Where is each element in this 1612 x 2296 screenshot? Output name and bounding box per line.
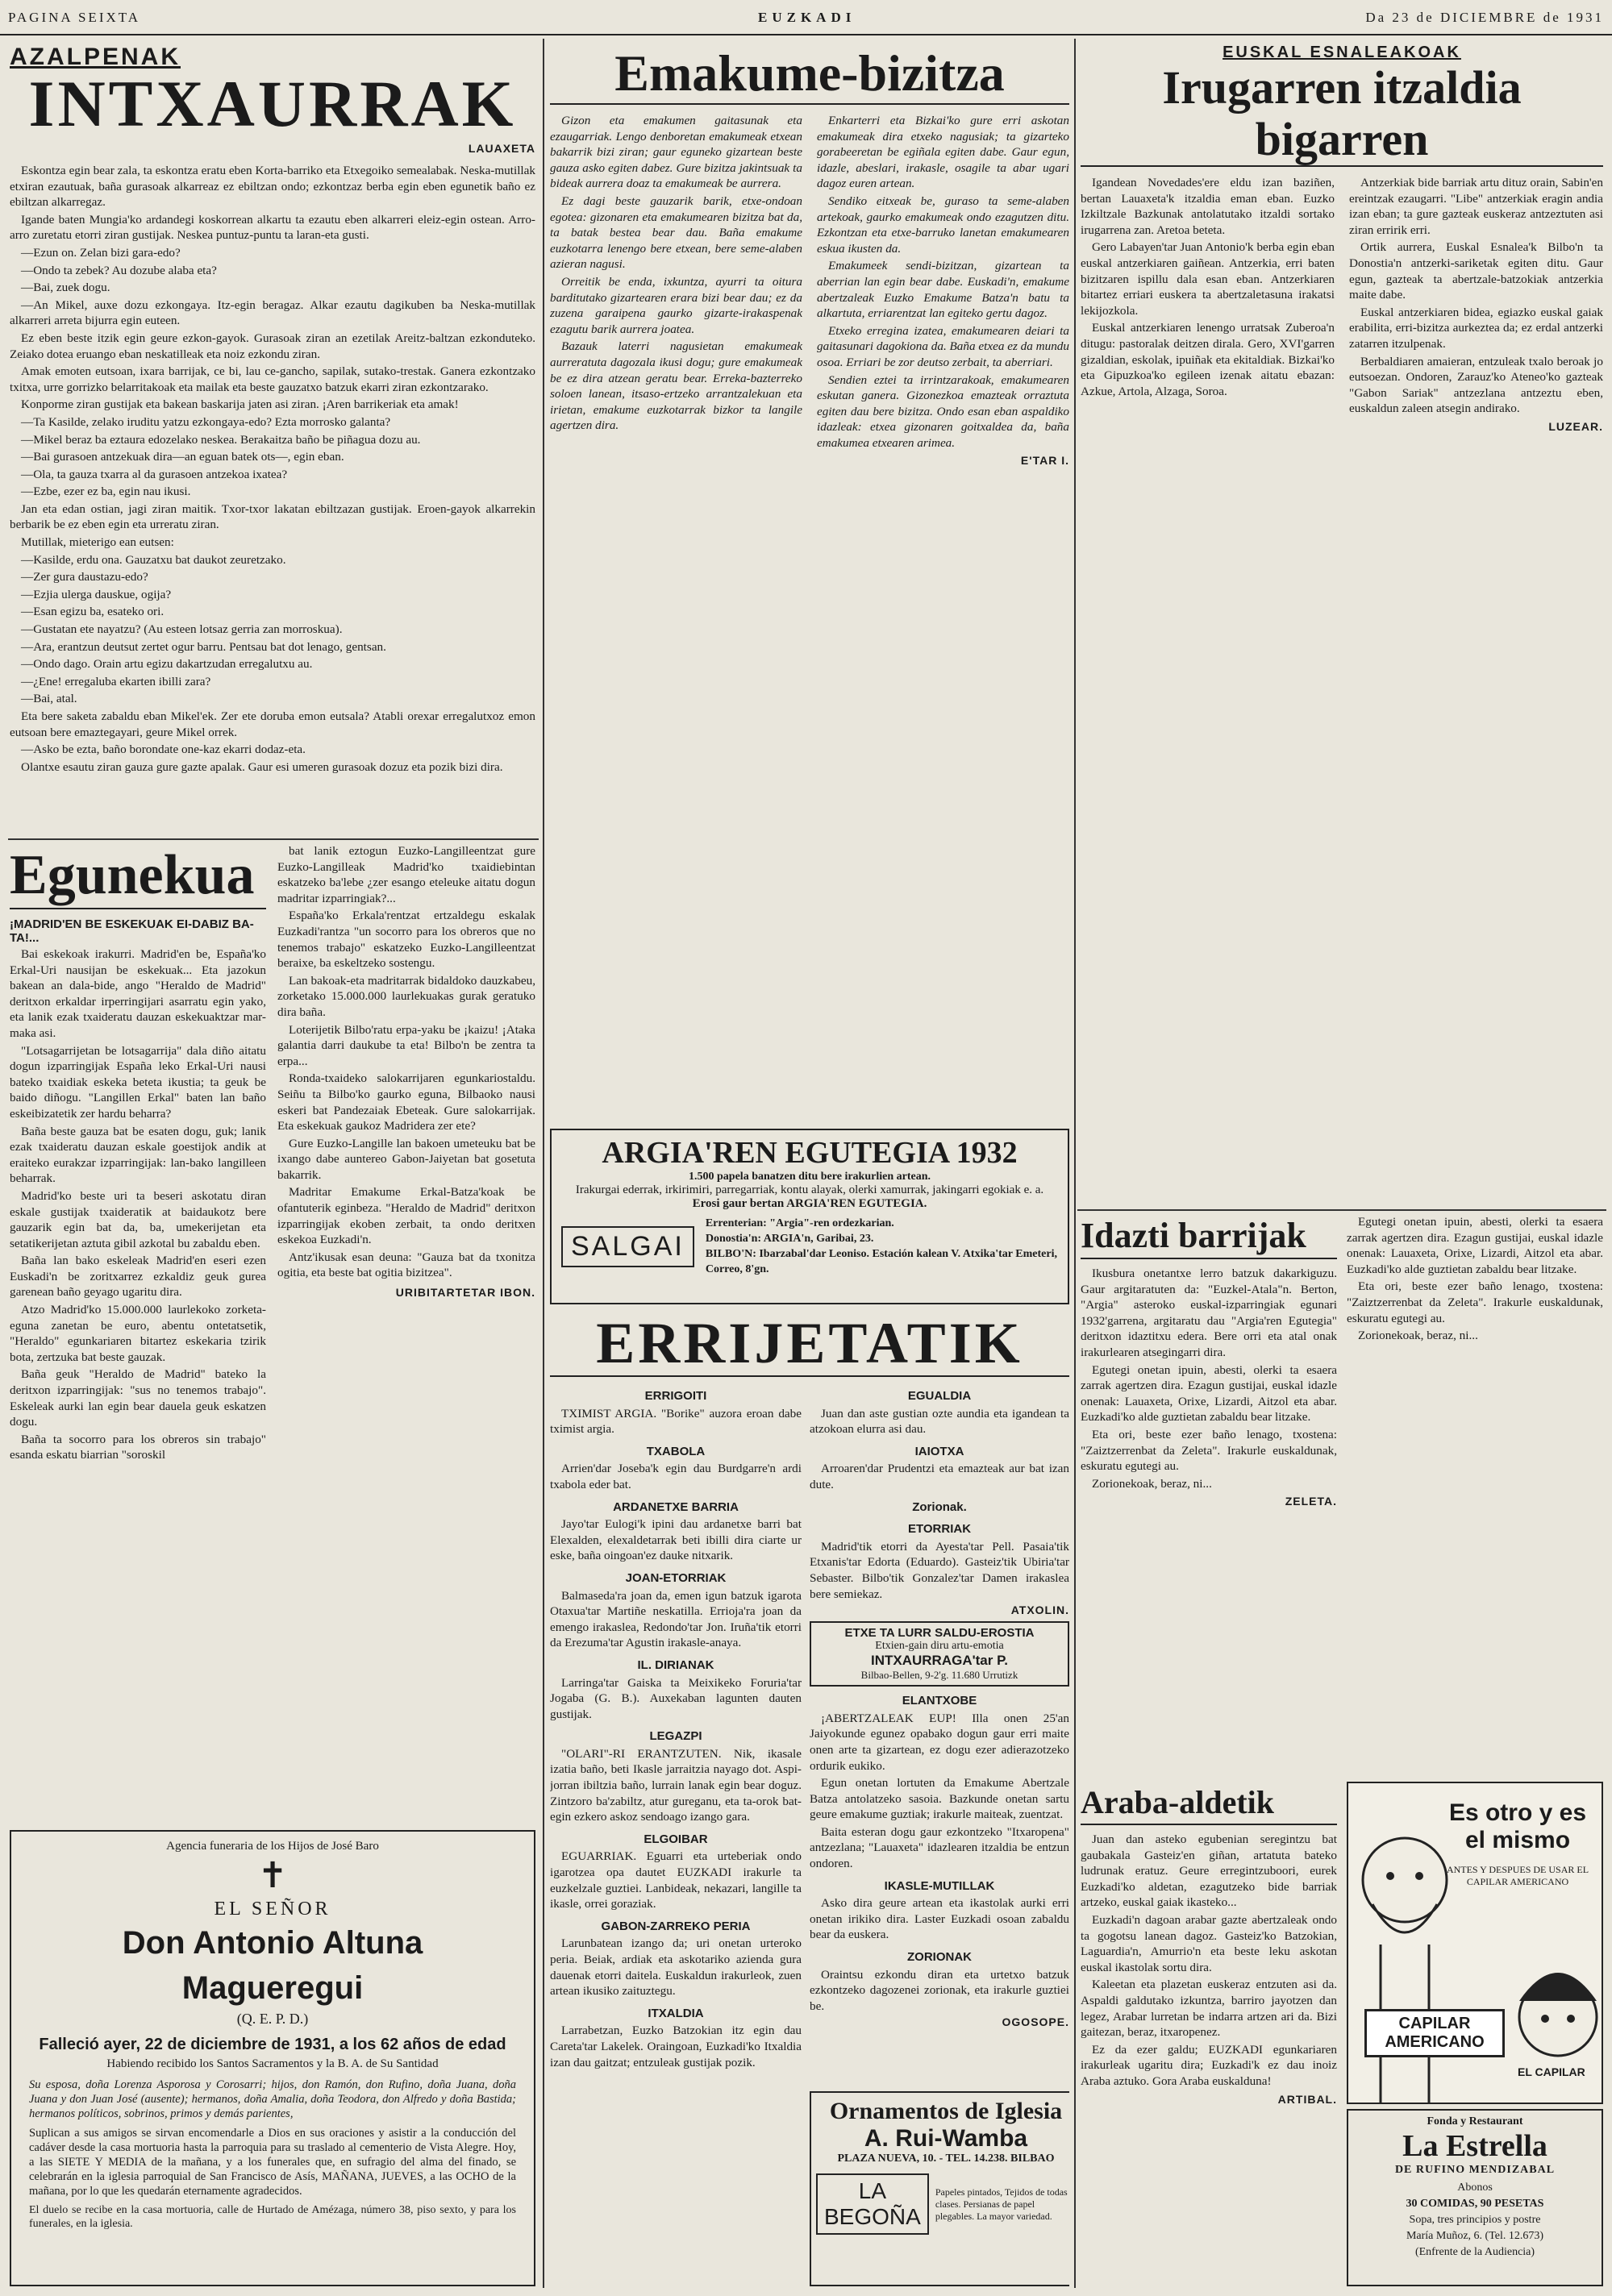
itzaldia-signature: LUZEAR.	[1548, 419, 1603, 433]
errijetatik-right-bottom	[810, 1693, 1069, 2014]
news-item-text: Egun onetan lortuten da Emakume Abertzale Batza antolatzeko sasoia. Bazkunde onetan sartu geure emakume guztiak; irakurle maiteak, zuentzat.	[810, 1776, 1069, 1822]
page-header	[0, 0, 1612, 35]
estrella-line: María Muñoz, 6. (Tel. 12.673)	[1406, 2230, 1544, 2242]
paragraph: Baña lan bako eskeleak Madrid'en eseri ezen Euskadi'n be zoritxarrez ezkaldiz geuk gurea garenean baño geyago ugaritu dira.	[10, 1254, 266, 1300]
estrella-label: Fonda y Restaurant	[1427, 2115, 1523, 2128]
emakume-signature: E'TAR I.	[1020, 454, 1069, 468]
paragraph: Madrid'ko beste uri ta beseri askotatu diran eskale gustijak txaideratik at baidaukotz bere gauzarik egin bat da, ba, umekerijetan eta setatikerijetan aztuta gibil azkotal bu zabaldu eben.	[10, 1188, 266, 1250]
article-intxaurrak	[10, 44, 535, 850]
paragraph: —Gustatan ete nayatzu? (Au esteen lotsaz gerria zan morroskua).	[21, 622, 343, 637]
news-item-head: ZORIONAK	[907, 1950, 972, 1965]
paragraph: Juan dan asteko egubenian seregintzu bat gaubakala Gasteiz'en giñan, artatuta bateko ludrunak eratuz. Geure erregintzuboori, eurek Euzkadi'ko aldetan, ezagutzeko bide barriak artzeko, euskal gaiak ikasteko...	[1081, 1832, 1337, 1910]
errijetatik-left	[550, 1382, 802, 2286]
news-item-head: LEGAZPI	[649, 1729, 702, 1744]
paragraph: —Ezun on. Zelan bizi gara-edo?	[21, 245, 181, 260]
news-item-head: ELANTXOBE	[902, 1694, 977, 1708]
ornamentos-title: Ornamentos de Iglesia	[829, 2098, 1063, 2124]
obituary-family: Su esposa, doña Lorenza Asporosa y Corosarri; hijos, don Ramón, don Rufino, doña Juana, doña Juana y don Juan José (ausente); hermanos, doña Amalia, doña Teodora, don Alfredo y doña Bastida; hermanos políticos, sobrinos, primos y demás parientes,	[29, 2078, 516, 2120]
argia-calendar-ad	[550, 1129, 1069, 1304]
obituary-agency: Agencia funeraria de los Hijos de José Baro	[166, 1840, 379, 1853]
paragraph: Ikusbura onetantxe lerro batzuk dakarkiguzu. Gaur argitaratuten da: "Euzkel-Atala"n. Berton, "Argia" asteroko euskal-izparringiak egunari 1932'garrena, argitaratu dau "Argia'ren Egutegia" deritxon idaztitxu edera. Bere orri eta atal onak irakurlearen atsegingarri dira.	[1081, 1267, 1337, 1359]
paragraph: Loterijetik Bilbo'ratu erpa-yaku be ¡kaizu! ¡Ataka galantia darri daukube ta eta! Bilbo'n be zentra ta erpa...	[277, 1022, 535, 1068]
idazti-title: Idazti barrijak	[1081, 1214, 1337, 1259]
paragraph: Eta ori, beste ezer baño lenago, txostena: "Zaiztzerrenbat da Zeleta". Irakurle euskaldunak, eskuratu egutegi au.	[1081, 1427, 1337, 1474]
news-item-text: Baita esteran dogu gaur ezkontzeko "Itxaropena" antzezlana; "Lauaxeta" idazlearen itzaldia be entzun ondoren.	[810, 1824, 1069, 1871]
araba-body	[1081, 1832, 1337, 2090]
news-item-text: Asko dira geure artean eta ikastolak aurki erri onetan irikiko dira. Laster Euzkadi osoan zabaldu bear da euskera.	[810, 1896, 1069, 1942]
paragraph: —Ezbe, ezer ez ba, egin nau ikusi.	[21, 485, 191, 499]
paragraph: —Ondo ta zebek? Au dozube alaba eta?	[21, 263, 217, 277]
araba-title: Araba-aldetik	[1081, 1782, 1337, 1825]
obituary-rip: (Q. E. P. D.)	[236, 2011, 309, 2027]
paragraph: España'ko Erkala'rentzat ertzaldegu eskalak Euzkadi'rantza "un socorro para los obreros que no tenemos trabajo" eskatzeko Euzko-Langilleentzat beraixe, ba eskeltzeko sostengu.	[277, 909, 535, 971]
paragraph: Bai eskekoak irakurri. Madrid'en be, España'ko Erkal-Uri nausijan be eskekuak... Eta jazokun bakean an dala-bide, ango "Heraldo de Madrid" deritxon erkaldar irperringijari asarratu egin yako, eta lanik ezak txaideratu dauzan eskekuaktzar mar-maka asi.	[10, 947, 266, 1040]
paragraph: —¿Ene! erregaluba ekarten ibilli zara?	[21, 674, 211, 688]
paragraph: —Mikel beraz ba eztaura edozelako neskea. Berakaitza baño be piñagua dozu au.	[21, 432, 421, 447]
paragraph: —Bai, zuek dogu.	[21, 281, 110, 295]
article-idazti-barrijak	[1081, 1214, 1603, 1778]
article-body	[10, 163, 535, 775]
news-item-head: ETORRIAK	[907, 1522, 972, 1537]
errijetatik-sign: ATXOLIN.	[1010, 1603, 1069, 1617]
divider	[8, 838, 539, 840]
paragraph: —Ta Kasilde, zelako iruditu yatzu ezkongaya-edo? Ezta morrosko galanta?	[21, 414, 391, 429]
paragraph: —Asko be ezta, baño borondate one-kaz ekarri dodaz-eta.	[21, 742, 306, 757]
article-egunekua	[10, 843, 535, 1827]
paragraph: Ez dagi beste gauzarik barik, etxe-ondoan egotea: gizonaren eta emakumearen bizitza bat da, ta batak bestea bear dau. Baña emakume euzkotarra lenengo bere etxean, bere seme-alaben azieran nagusi.	[550, 193, 802, 272]
paragraph: —Ara, erantzun deutsut zertet ogur barru. Pentsau bat dot lenago, gentsan.	[21, 639, 386, 654]
argia-title: ARGIA'REN EGUTEGIA 1932	[602, 1136, 1018, 1170]
emakume-title: Emakume-bizitza	[550, 44, 1069, 105]
egunekua-title: Egunekua	[10, 843, 266, 909]
paragraph: Antzerkiak bide barriak artu dituz orain, Sabin'en ereintzak ezaugarri. "Libe" antzerkiak eragin andia izan eban; ta gure gazteak euskeraz antzeztuten asi ziran erririk erri.	[1349, 176, 1603, 237]
news-item-head: Zorionak.	[912, 1499, 967, 1514]
paragraph: Kaleetan eta plazetan euskeraz entzuten asi da. Aspaldi galdutako izkuntza, barriro jayotzen dan legez, Arabar lurretan be indarra artzen ari da. Bizi gaitezan, beraz, itxaropenez.	[1081, 1978, 1337, 2040]
estrella-line: 30 COMIDAS, 90 PESETAS	[1406, 2198, 1544, 2210]
news-item-text: ¡ABERTZALEAK EUP! Illa onen 25'an Jaiyokunde egunez opabako dogun gaur erri maite onen arte ta gizartean, ez dogu ezer adierazotzeko ordurik eukiko.	[810, 1711, 1069, 1773]
etxe-ad-line1: ETXE TA LURR SALDU-EROSTIA	[844, 1626, 1035, 1641]
news-item-text: Larrabetzan, Euzko Batzokian itz egin dau Careta'tar Lakelek. Oraingoan, Euzkadi'ko Itxaldia izan dau gaitzat; entzuleak gustijak pozik.	[550, 2024, 802, 2069]
obituary-notice	[10, 1830, 535, 2286]
issue-date: Da 23 de DICIEMBRE de 1931	[1365, 10, 1604, 25]
paragraph: Eskontza egin bear zala, ta eskontza eratu eben Korta-barriko eta Etxegoiko semealabak. Neska-mutillak etxiran ezautuak, baña gurasoak alkarreaz ez ebiltzan ondo; ezkontzaz berba egin eben egunetik baño ez ebiltzan alkarregaz.	[10, 164, 535, 210]
obituary-senor: EL SEÑOR	[214, 1899, 331, 1920]
news-item-text: Balmaseda'ra joan da, emen igun batzuk igarota Otaxua'tar Martiñe neskatilla. Errioja'ra joan da emengo irakaslea, Redondo'tar Jon. Iruña'tik etorri da Erezuma'tar Agustin irakasle-anaya.	[550, 1588, 802, 1650]
news-item-text: Juan dan aste gustian ozte aundia eta igandean ta atzokoan elurra asi dau.	[810, 1406, 1069, 1437]
la-estrella-ad	[1347, 2109, 1603, 2286]
news-item-text: Oraintsu ezkondu diran eta urtetxo batzuk ezkontzeko dagozenei zorionak, eta irakurle guztiei be.	[810, 1967, 1069, 2013]
obituary-sacraments: Habiendo recibido los Santos Sacramentos y la B. A. de Su Santidad	[106, 2057, 439, 2070]
paragraph: Olantxe esautu ziran gauza gure gazte apalak. Gaur esi umeren gurasoak dozuz eta pozik bizi dira.	[21, 759, 503, 774]
paragraph: Euskal antzerkiaren bidea, egiazko euskal gaiak erabilita, erri-bizitza aurkeztea da; ez erdal antzerki zatarren itzulpenak.	[1349, 305, 1603, 351]
paragraph: Emakumeek sendi-bizitzan, gizartean ta aberrian lan egin bear dabe. Euskadi'n, emakume abertzaleak Euzko Emakume Batza'n batu ta alkartuta, erriarentzat lan egiteko gertu dagoz.	[817, 259, 1069, 321]
estrella-line: Abonos	[1457, 2182, 1493, 2194]
egunekua-subtitle: ¡MADRID'EN BE ESKEKUAK EI-DABIZ BA-TA!...	[10, 917, 254, 945]
estrella-line: Sopa, tres principios y postre	[1409, 2214, 1541, 2226]
paragraph: Gizon eta emakumen gaitasunak eta ezaugarriak. Lengo denboretan emakumeak etxean bakarrik bizi ziran; gaur eguneko gizartean beste gauza asko egiten dabez. Gure bizitza jakintsuak ta bideak aurrera doaz ta emakumeak be aurrera.	[550, 114, 802, 191]
news-item-text: "OLARI"-RI ERANTZUTEN. Nik, ikasale izatia baño, beti Ikasle jarraitzia nayago dot. Aspi-jorran ibiltzia baño, lurrain lanak egin bear doguz. Zintzoro ba'zabiltz, atur gureganu, eta ta-orok bat-egin ezkero askoz sendoago izango gara.	[550, 1746, 802, 1824]
idazti-side-body	[1347, 1214, 1603, 1778]
paragraph: Baña ta socorro para los obreros sin trabajo" esanda eskatu biarrian "soroskil	[10, 1432, 266, 1462]
capilar-subhead: ANTES Y DESPUES DE USAR EL CAPILAR AMERICANO	[1446, 1864, 1589, 1887]
news-item-head: IL. DIRIANAK	[637, 1658, 714, 1672]
paragraph: Bazauk laterri nagusietan emakumeak aurreratuta dagozala ikusi dogu; gure emakumeak be ez dira atzean geratu bear. Erreka-bazterreko soloen lanean, itsaso-ertzeko arrantzalekuan eta irietan, emakume euzkotarrak bizkor ta langile agertzen dira.	[550, 339, 802, 433]
capilar-brand: CAPILAR AMERICANO	[1364, 2009, 1505, 2057]
paragraph: Orreitik be enda, ixkuntza, ayurri ta oitura barditutako gizartearen erara bizi bear dau; ez da zuzena garaipena gaurko gizarte-irakaspenak ezagutu barik aurrera joatea.	[550, 274, 802, 336]
news-item-head: TXABOLA	[646, 1444, 706, 1458]
errijetatik-right	[810, 1382, 1069, 2286]
paragraph: Atzo Madrid'ko 15.000.000 laurlekoko zorketa-eguna zanetan be euro, abentu ontetatsetik, "Heraldo" egunkariaren bitartez eskekaria tzirik bota, zertzuka bat beste gauzak.	[10, 1303, 266, 1364]
paragraph: Jan eta edan ostian, jagi ziran maitik. Txor-txor lakatan ebiltzazan gustijak. Eroen-gayok alkarrekin berbarik be ez eben egin eta urreratu ziran.	[10, 501, 535, 532]
news-item-text: Arroaren'dar Prudentzi eta emazteak aur bat izan dute.	[810, 1462, 1069, 1491]
itzaldia-title-1: Irugarren itzaldia	[1162, 61, 1522, 114]
paragraph: Amak emoten eutsoan, ixara barrijak, ce bi, lau ce-gancho, sapilak, sutako-trestak. Ganera ezkontzako txitxa, urre gorrizko belarritakoak eta mailak eta beste gauzatxo batzuk ekarri ziran ezkontzarako.	[10, 364, 535, 394]
news-item-head: GABON-ZARREKO PERIA	[601, 1919, 751, 1933]
estrella-lines	[1353, 2180, 1597, 2261]
errijetatik-right-top	[810, 1388, 1069, 1602]
article-title: INTXAURRAK	[28, 67, 517, 140]
news-item-head: EGUALDIA	[907, 1389, 972, 1403]
paragraph: Lan bakoak-eta madritarrak bidaldoko dauzkabeu, zorketako 15.000.000 laurlekuakas gurak geratuko dira baña.	[277, 973, 535, 1019]
paragraph: Egutegi onetan ipuin, abesti, olerki ta esaera zarrak agertzen dira. Ezagun gustijai, euskal idazle onenak: Lauaxeta, Orixe, Lizardi, Aitzol eta abar. Euzkadi'ko alde guztietan zabaldu bear litzake.	[1081, 1362, 1337, 1425]
obituary-suplican: Suplican a sus amigos se sirvan encomendarle a Dios en sus oraciones y asistir a la conducción del cadáver desde la casa mortuoria hasta la parroquia para su traslado al cementerio de Vista Alegre. Hoy, a las SIETE Y MEDIA de la mañana, y a los funerales que, en sufragio del alma del finado, se celebrarán en la iglesia parroquial de San Francisco de Asís, MAÑANA, JUEVES, a las OCHO de la mañana, por lo que les quedarán eternamente agradecidos.	[29, 2127, 516, 2198]
paragraph: Zorionekoak, beraz, ni...	[1092, 1476, 1212, 1491]
argia-line3: Erosi gaur bertan ARGIA'REN EGUTEGIA.	[692, 1197, 927, 1210]
argia-place: Errenterian: "Argia"-ren ordezkarian.	[705, 1217, 894, 1229]
paragraph: —Esan egizu ba, esateko ori.	[21, 605, 165, 619]
news-item-text: Larunbatean izango da; uri onetan urteroko peria. Beiak, ardiak eta askotariko azienda gura dauenak etorri daitela. Euskaldun irakurleok, zuen artean ikusiko zaituztegu.	[550, 1936, 802, 1999]
capilar-americano-ad	[1347, 1782, 1603, 2104]
ornamentos-address: PLAZA NUEVA, 10. - TEL. 14.238. BILBAO	[837, 2152, 1055, 2165]
news-item-text: Jayo'tar Eulogi'k ipini dau ardanetxe barri bat Elexalden, elexaldetarrak beti ibilli dira ciarte ur eske, baña oingoan'ez dauke nitxarik.	[550, 1517, 802, 1563]
paragraph: —Ezjia ulerga dauskue, ogija?	[21, 587, 172, 601]
paragraph: Berbaldiaren amaieran, entzuleak txalo beroak jo eutsoezan. Ondoren, Zarauz'ko Ateneo'ko gazteak "Gabon Sariak" antzezlana antzeztu eben, euskaldun zaleen atsegin andirako.	[1349, 354, 1603, 416]
araba-signature: ARTIBAL.	[1277, 2092, 1337, 2106]
divider	[1077, 1209, 1606, 1211]
paragraph: Ez da ezer galdu; EUZKADI egunkariaren irakurleak ugaritu dira; Euzkadi'k ez dau inoiz Araba aztuko. Gora Araba euskalduna!	[1081, 2042, 1337, 2088]
etxe-ad-line2: Etxien-gain diru artu-emotia	[875, 1640, 1004, 1653]
paragraph: Igandean Novedades'ere eldu izan baziñen, bertan Lauaxeta'k itzaldia eman eban. Euzko Izkiltzale Bazkunak antolatutako itzaldi sortako irugarrena zan. Aretoa beteta.	[1081, 176, 1335, 237]
column-rule	[543, 39, 544, 2288]
paragraph: Eta ori, beste ezer baño lenago, txostena: "Zaiztzerrenbat da Zeleta". Irakurle euskaldunak, eskuratu egutegi au.	[1347, 1279, 1603, 1325]
itzaldia-body	[1081, 175, 1603, 417]
argia-places	[706, 1216, 1058, 1277]
news-item-head: JOAN-ETORRIAK	[625, 1570, 727, 1585]
news-item-text: TXIMIST ARGIA. "Borike" auzora eroan dabe tximist argia.	[550, 1406, 802, 1437]
article-araba-aldetik	[1081, 1782, 1337, 2286]
argia-line2: Irakurgai ederrak, irkirimiri, parregarriak, kontu alayak, olerki xamurrak, jakingarri egokiak e. a.	[575, 1183, 1044, 1196]
ornamentos-text: Papeles pintados, Tejidos de todas clases. Persianas de papel plegables. La mayor variedad.	[935, 2186, 1068, 2222]
paper-name: EUZKADI	[758, 10, 856, 25]
news-item-text: EGUARRIAK. Eguarri eta urteberiak ondo igarotzea opa dautet EUZKADI irakurle ta euzkelzale guztiei. Lanbideak, nekazari, langille ta ikasle, orrei goraziak.	[550, 1849, 802, 1911]
etxe-ad-line4: Bilbao-Bellen, 9-2'g. 11.680 Urrutizk	[860, 1669, 1018, 1682]
cross-icon: ✝	[257, 1856, 288, 1895]
etxe-lurr-ad	[810, 1621, 1069, 1687]
news-item-text: Larringa'tar Gaiska ta Meixikeko Foruria'tar Jogaba (G. B.). Auxekaban lagunten dauten gustijak.	[550, 1675, 802, 1721]
paragraph: —Ola, ta gauza txarra al da gurasoen antzekoa ixatea?	[21, 467, 288, 481]
page-label: PAGINA SEIXTA	[8, 10, 141, 25]
argia-place: BILBO'N: Ibarzabal'dar Leoniso. Estación kalean V. Atxika'tar Emeteri, Correo, 8'gn.	[705, 1248, 1057, 1275]
estrella-owner: DE RUFINO MENDIZABAL	[1394, 2164, 1556, 2176]
news-item-head: ERRIGOITI	[644, 1389, 707, 1403]
paragraph: Ez eben beste itzik egin geure ezkon-gayok. Gurasoak ziran an ezetilak Areitz-baltzan ezkonduteko. Zeiako dotea eruango eban neskatilleak eta noiz ezkondu ziran.	[10, 331, 535, 361]
news-item-head: IAIOTXA	[914, 1444, 964, 1458]
section-errijetatik	[550, 1311, 1069, 2286]
paragraph: Konporme ziran gustijak eta bakean baskarija jaten asi ziran. ¡Aren barrikeriak eta amak!	[21, 397, 459, 412]
paragraph: Madritar Emakume Erkal-Batza'koak be ofantuterik eginbeza. "Heraldo de Madrid" deritxon izparringijak ekoben zerbait, ta ondo deritxen eskekoa Euzkadi'n.	[277, 1185, 535, 1247]
column-rule	[1074, 39, 1076, 2288]
paragraph: —Zer gura daustazu-edo?	[21, 570, 148, 584]
news-item-head: ELGOIBAR	[644, 1832, 708, 1846]
paragraph: Sendiko eitxeak be, guraso ta seme-alaben artekoak, gaurko emakumeak ondo ezagutzen ditu. Ezkontzan eta etxe-barruko lanetan emakumearen eskua ikusten da.	[817, 193, 1069, 256]
paragraph: Etxeko erregina izatea, emakumearen deiari ta gaitasunari dagokiona da. Baña etxea ez da mundu osoa. Erriari be zor deutso zerbait, ta aberriari.	[817, 323, 1069, 369]
emakume-body	[550, 113, 1069, 451]
estrella-line: (Enfrente de la Audiencia)	[1414, 2246, 1535, 2258]
la-begona-logo: LA BEGOÑA	[816, 2173, 929, 2235]
idazti-signature: ZELETA.	[1285, 1495, 1337, 1508]
egunekua-body-right	[277, 843, 535, 1281]
egunekua-signature: URIBITARTETAR IBON.	[395, 1286, 535, 1300]
ornamentos-name: A. Rui-Wamba	[864, 2125, 1028, 2152]
paragraph: "Lotsagarrijetan be lotsagarrija" dala diño aitatu dogun izparringijak España leko Erkal-Uri nausi bateko txaidiak eskeka beteta ikustia; ta geuk be baido diñogu. "Langillen Erkal" baten lan baño eskeibizatetik zer hardu beharra?	[10, 1043, 266, 1121]
paragraph: Egutegi onetan ipuin, abesti, olerki ta esaera zarrak agertzen dira. Ezagun gustijai, euskal idazle onenak: Lauaxeta, Orixe, Lizardi, Aitzol eta abar. Euzkadi'ko alde guztietan zabaldu bear litzake.	[1347, 1215, 1603, 1276]
paragraph: —Bai gurasoen antzekuak dira—an eguan batek ots—, egin eban.	[21, 450, 344, 464]
egunekua-body-left	[10, 946, 266, 1463]
paragraph: Gero Labayen'tar Juan Antonio'k berba egin eban euskal antzerkiaren gaiñean. Antzerkia, erri baten bizitzaren ispillu dala esan eban. Antzerkiaren bitartez erriari euskera ta abertzaletasuna irakatsi lekijozkola.	[1081, 240, 1335, 318]
obituary-duelo: El duelo se recibe en la casa mortuoria, calle de Hurtado de Amézaga, número 38, piso sexto, y para los funerales, en la iglesia.	[29, 2204, 516, 2230]
paragraph: Sendien eztei ta irrintzarakoak, emakumearen eskutan ganera. Gizonezkoa emazteak orraztuta egiten dau bere bizitza. Ondo esan eban aspaldiko idazleak: etxea gizonaren goitxaldea da, baña emakumea etxearen arimea.	[817, 372, 1069, 450]
article-irugarren-itzaldia	[1081, 44, 1603, 1204]
obituary-death: Falleció ayer, 22 de diciembre de 1931, a los 62 años de edad	[39, 2036, 506, 2053]
errijetatik-title: ERRIJETATIK	[550, 1311, 1069, 1377]
paragraph: Baña beste gauza bat be esaten dogu, guk; lanik ezak txaideratu dauzan eskale goestijok andik at eraiteko eurakzar izparringijak: lan-bako langilleen beharrak.	[10, 1124, 266, 1186]
paragraph: Antz'ikusak esan deuna: "Gauza bat da txonitza ogitia, eta beste bat ogitia bizitzea".	[277, 1250, 535, 1280]
paragraph: —Bai, atal.	[21, 692, 77, 706]
idazti-body	[1081, 1266, 1337, 1491]
errijetatik-sign-2: OGOSOPE.	[1002, 2015, 1069, 2029]
news-item-text: Arrien'dar Joseba'k egin dau Burdgarre'n ardi txabola eder bat.	[550, 1462, 802, 1491]
argia-place: Donostia'n: ARGIA'n, Garibai, 23.	[705, 1233, 874, 1245]
ornamentos-ad	[810, 2091, 1069, 2286]
paragraph: —Kasilde, erdu ona. Gauzatxu bat daukot zeuretzako.	[21, 552, 286, 567]
paragraph: Igande baten Mungia'ko ardandegi koskorrean alkartu ta ezautu eben alkarreri eleiz-egin ostean. Arro-arro zuretatu etorri ziran gustijak. Neskea puntuz-puntu ta laran-eta gusti.	[10, 212, 535, 243]
article-kicker: AZALPENAK	[10, 44, 181, 70]
estrella-name: La Estrella	[1402, 2129, 1547, 2163]
paragraph: Ortik aurrera, Euskal Esnalea'k Bilbo'n ta Donostia'n antzerki-sariketak egiten ditu. Gaur egun, gazteak ta abertzale-batzokiak antzerkia maite dabe.	[1349, 240, 1603, 302]
paragraph: bat lanik eztogun Euzko-Langilleentzat gure Euzko-Langilleak Madrid'ko txaidiebintan eskatzeko ba'lebe ¿zer esango eteleuke aitatu dogun madritar izparringiak?...	[277, 844, 535, 905]
news-item-text: Madrid'tik etorri da Ayesta'tar Pell. Pasaia'tik Etxanis'tar Edorta (Eduardo). Gasteiz'tik Ubiria'tar Sebaster. Bilbo'tik Gonzalez'tar Damen irakaslea bere semiekaz.	[810, 1539, 1069, 1601]
paragraph: Euskal antzerkiaren lenengo urratsak Zuberoa'n ditugu: pastoralak deitzen dirala. Gero, XVI'garren gizaldian, eskolak, ipuiñak eta ekitaldiak. Bizkai'ko eta Gipuzkoa'ko egileen izenak aitatu ebazan: Azkue, Artola, Alzaga, Soroa.	[1081, 321, 1335, 398]
itzaldia-kicker: EUSKAL ESNALEAKOAK	[1223, 44, 1461, 61]
paragraph: Baña geuk "Heraldo de Madrid" bateko la deritxon izparringijak: "sus no tenemos trabajo". Eskeleak aurki lan egin bear dauela geuk eskatzen dogu.	[10, 1367, 266, 1429]
paragraph: Eta bere saketa zabaldu eban Mikel'ek. Zer ete doruba emon eutsala? Atabli orexar erregalutxoz emon eutsoan bere emaztegayari, geure Mikel orrek.	[10, 709, 535, 739]
argia-line1: 1.500 papela banatzen ditu bere irakurlien artean.	[689, 1171, 931, 1183]
news-item-head: ARDANETXE BARRIA	[613, 1499, 739, 1514]
paragraph: Euzkadi'n dagoan arabar gazte abertzaleak ondo ta gogotsu lanean dagoz. Gasteiz'ko Batzokian, Laguardia'n, Amurrio'n eta beste leku askotan euskal ikastolak sortu dira.	[1081, 1912, 1337, 1974]
paragraph: Enkarterri eta Bizkai'ko gure erri askotan emakumeak dira etxeko nagusiak; ta gizarteko gorabeeretan be egiñala egiten dabe. Gaur egun, idazle, abeslari, irakasle, osagile ta abar ugari dagoz euren artean.	[817, 114, 1069, 191]
obituary-name: Don Antonio Altuna Magueregui	[122, 1925, 423, 2006]
paragraph: Zorionekoak, beraz, ni...	[1358, 1329, 1478, 1343]
itzaldia-title-2: bigarren	[1081, 114, 1603, 167]
paragraph: Ronda-txaideko salokarrijaren egunkariostaldu. Seiñu ta Bilbo'ko gaurko eguna, Bilbaoko nausi eskeri bat Pandezaiak Ebeteak. Gure salokarrijak. Eta eskekuak gaukoz Madridera zer ete?	[277, 1071, 535, 1133]
etxe-ad-line3: INTXAURRAGA'tar P.	[871, 1653, 1008, 1669]
paragraph: Gure Euzko-Langille lan bakoen umeteuku bat be ixango dabe auntereo Gabon-Jaiyetan bat gosetuta bakarrik.	[277, 1136, 535, 1182]
argia-salgai: SALGAI	[561, 1226, 694, 1267]
news-item-head: ITXALDIA	[648, 2006, 704, 2020]
news-item-head: IKASLE-MUTILLAK	[884, 1878, 995, 1893]
capilar-headline: Es otro y es el mismo	[1448, 1799, 1587, 1853]
capilar-box-label: EL CAPILAR	[1518, 2065, 1585, 2078]
paragraph: —An Mikel, auxe dozu ezkongaya. Itz-egin beragaz. Alkar ezautu dagikuben ba Neska-mutillak alkarreri arreta bijurra egin euteen.	[10, 297, 535, 328]
article-emakume-bizitza	[550, 44, 1069, 1124]
paragraph: —Ondo dago. Orain artu egizu dakartzudan erregalutxu au.	[21, 657, 313, 672]
paragraph: Mutillak, mieterigo ean eutsen:	[21, 535, 174, 550]
article-author: LAUAXETA	[468, 142, 535, 155]
